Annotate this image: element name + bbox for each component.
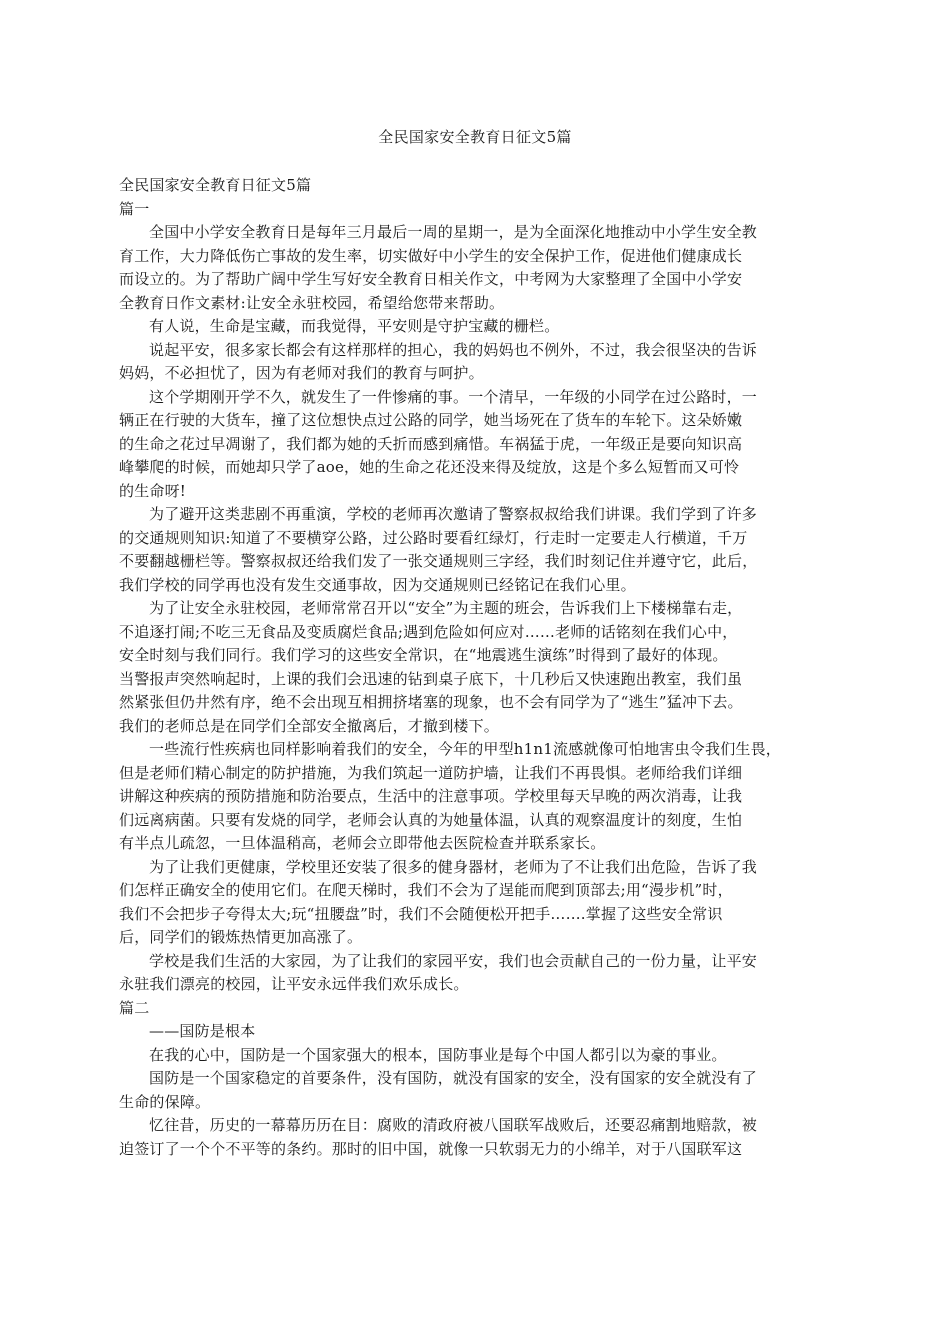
paragraph-line: 有人说，生命是宝藏，而我觉得，平安则是守护宝藏的栅栏。	[149, 317, 560, 335]
paragraph	[119, 856, 831, 950]
paragraph-line: ——国防是根本	[149, 1022, 256, 1040]
paragraph-line: 迫签订了一个个不平等的条约。那时的旧中国，就像一只软弱无力的小绵羊，对于八国联军这	[119, 1139, 743, 1158]
paragraph-line: 国防是一个国家稳定的首要条件，没有国防，就没有国家的安全，没有国家的安全就没有了	[149, 1069, 758, 1087]
paragraph	[119, 950, 831, 997]
paragraph	[119, 597, 831, 738]
paragraph-line: 峰攀爬的时候，而她却只学了aoe，她的生命之花还没来得及绽放，这是个多么短暂而又可怜	[119, 458, 740, 476]
paragraph-line: 有半点儿疏忽，一旦体温稍高，老师会立即带他去医院检查并联系家长。	[119, 834, 606, 852]
document-body	[119, 174, 831, 1161]
paragraph-line: 安全时刻与我们同行。我们学习的这些安全常识，在“地震逃生演练”时得到了最好的体现。	[119, 646, 728, 664]
paragraph-line: 我们学校的同学再也没有发生交通事故，因为交通规则已经铭记在我们心里。	[119, 575, 636, 594]
paragraph-line: 为了让我们更健康，学校里还安装了很多的健身器材，老师为了不让我们出危险，告诉了我	[149, 857, 758, 876]
paragraph-line: 全国中小学安全教育日是每年三月最后一周的星期一，是为全面深化地推动中小学生安全教	[149, 223, 758, 241]
paragraph-line: 后，同学们的锻炼热情更加高涨了。	[119, 928, 363, 946]
paragraph-line: 的生命之花过早凋谢了，我们都为她的夭折而感到痛惜。车祸猛于虎，一年级正是要向知识高	[119, 434, 743, 453]
paragraph	[119, 1067, 831, 1114]
paragraph-line: 妈妈，不必担忧了，因为有老师对我们的教育与呵护。	[119, 364, 484, 382]
paragraph-line: 而设立的。为了帮助广阔中学生写好安全教育日相关作文，中考网为大家整理了全国中小学安	[119, 270, 743, 288]
section-heading: 篇一	[119, 199, 150, 218]
document-title: 全民国家安全教育日征文5篇	[378, 128, 572, 146]
paragraph-line: 我们的老师总是在同学们全部安全撤离后，才撤到楼下。	[119, 716, 500, 735]
paragraph-line: 的交通规则知识:知道了不要横穿公路，过公路时要看红绿灯，行走时一定要走人行横道，千万	[119, 528, 748, 547]
paragraph-line: 讲解这种疾病的预防措施和防治要点，生活中的注意事项。学校里每天早晚的两次消毒，让我	[119, 787, 743, 805]
paragraph-line: 永驻我们漂亮的校园，让平安永远伴我们欢乐成长。	[119, 975, 469, 993]
paragraph-line: 然紧张但仍井然有序，绝不会出现互相拥挤堵塞的现象，也不会有同学为了“逃生”猛冲下去。	[119, 693, 743, 711]
paragraph-line: 们怎样正确安全的使用它们。在爬天梯时，我们不会为了逞能而爬到顶部去;用“漫步机”时，	[119, 881, 733, 899]
paragraph-line: 们远离病菌。只要有发烧的同学，老师会认真的为她量体温，认真的观察温度计的刻度，生怕	[119, 810, 743, 829]
paragraph	[119, 339, 831, 386]
paragraph	[119, 1114, 831, 1161]
paragraph-line: 但是老师们精心制定的防护措施，为我们筑起一道防护墙，让我们不再畏惧。老师给我们详细	[119, 763, 743, 782]
paragraph-line: 在我的心中，国防是一个国家强大的根本，国防事业是每个中国人都引以为豪的事业。	[149, 1045, 727, 1064]
paragraph-line: 辆正在行驶的大货车，撞了这位想快点过公路的同学，她当场死在了货车的车轮下。这朵娇嫩	[119, 411, 743, 429]
paragraph-line: 学校是我们生活的大家园，为了让我们的家园平安，我们也会贡献自己的一份力量，让平安	[149, 951, 758, 970]
paragraph	[119, 503, 831, 597]
paragraph-line: 为了让安全永驻校园，老师常常召开以“安全”为主题的班会，告诉我们上下楼梯靠右走，	[149, 599, 743, 617]
paragraph-line: 不要翻越栅栏等。警察叔叔还给我们发了一张交通规则三字经，我们时刻记住并遵守它，此后，	[119, 552, 758, 570]
paragraph-line: 当警报声突然响起时，上课的我们会迅速的钻到桌子底下，十几秒后又快速跑出教室，我们虽	[119, 669, 743, 688]
section-heading: 篇二	[119, 998, 150, 1017]
paragraph-line: 不追逐打闹;不吃三无食品及变质腐烂食品;遇到危险如何应对……老师的话铭刻在我们心中，	[119, 622, 738, 641]
paragraph	[119, 1020, 831, 1044]
paragraph	[119, 1044, 831, 1068]
paragraph-line: 的生命呀!	[119, 481, 187, 500]
paragraph-line: 全教育日作文素材:让安全永驻校园，希望给您带来帮助。	[119, 293, 505, 312]
paragraph-line: 我们不会把步子夸得太大;玩“扭腰盘”时，我们不会随便松开把手…….掌握了这些安全常识	[119, 904, 723, 923]
paragraph	[119, 738, 831, 856]
paragraph	[119, 221, 831, 315]
paragraph-line: 这个学期刚开学不久，就发生了一件惨痛的事。一个清早，一年级的小同学在过公路时，一	[149, 387, 758, 406]
paragraph-line: 为了避开这类悲剧不再重演，学校的老师再次邀请了警察叔叔给我们讲课。我们学到了许多	[149, 505, 758, 523]
paragraph	[119, 386, 831, 504]
paragraph-line: 忆往昔，历史的一幕幕历历在目：腐败的清政府被八国联军战败后，还要忍痛割地赔款，被	[149, 1116, 758, 1134]
paragraph	[119, 315, 831, 339]
paragraph-line: 生命的保障。	[119, 1092, 211, 1111]
document-subtitle: 全民国家安全教育日征文5篇	[119, 176, 312, 194]
paragraph-line: 育工作，大力降低伤亡事故的发生率，切实做好中小学生的安全保护工作，促进他们健康成长	[119, 246, 743, 265]
paragraph-line: 说起平安，很多家长都会有这样那样的担心，我的妈妈也不例外，不过，我会很坚决的告诉	[149, 340, 758, 359]
paragraph-line: 一些流行性疾病也同样影响着我们的安全，今年的甲型h1n1流感就像可怕地害虫令我们生畏，	[149, 740, 782, 758]
